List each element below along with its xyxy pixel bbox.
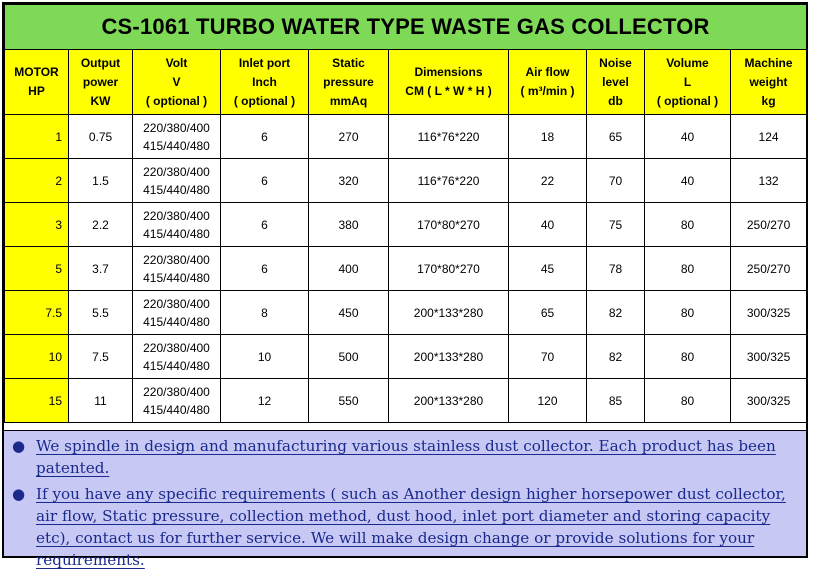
table-title: CS-1061 TURBO WATER TYPE WASTE GAS COLLECTOR (5, 5, 807, 50)
volt-line: 415/440/480 (143, 138, 210, 153)
header-line: KW (90, 93, 111, 108)
column-header-static-pressure (309, 50, 389, 115)
cell-weight: 300/325 (731, 379, 807, 423)
volt-line: 220/380/400 (143, 340, 210, 355)
header-line: Dimensions (414, 65, 483, 79)
cell-airflow: 45 (509, 247, 587, 291)
cell-hp: 7.5 (5, 291, 69, 335)
header-line: ( m³/min ) (520, 84, 575, 98)
header-line: MOTOR (14, 65, 59, 79)
column-header-volume (645, 50, 731, 115)
cell-dims: 116*76*220 (389, 115, 509, 159)
cell-noise: 78 (587, 247, 645, 291)
header-line: Volume (666, 55, 709, 70)
column-header-noise-level (587, 50, 645, 115)
cell-inlet: 6 (221, 247, 309, 291)
header-row (5, 50, 807, 115)
table-row (5, 247, 807, 291)
cell-inlet: 8 (221, 291, 309, 335)
cell-dims: 116*76*220 (389, 159, 509, 203)
header-line: Air flow (525, 65, 570, 79)
cell-inlet: 6 (221, 115, 309, 159)
cell-pressure: 400 (309, 247, 389, 291)
cell-dims: 170*80*270 (389, 203, 509, 247)
cell-weight: 300/325 (731, 291, 807, 335)
table-row (5, 203, 807, 247)
header-line: Machine (744, 55, 793, 70)
header-line: CM ( L * W * H ) (405, 84, 492, 98)
volt-line: 220/380/400 (143, 384, 210, 399)
bullet-icon: ● (12, 485, 26, 503)
volt-line: 415/440/480 (143, 402, 210, 417)
volt-line: 220/380/400 (143, 208, 210, 223)
cell-volt (133, 159, 221, 203)
cell-airflow: 70 (509, 335, 587, 379)
cell-volume: 80 (645, 335, 731, 379)
cell-kw: 0.75 (69, 115, 133, 159)
note-text: If you have any specific requirements ( such as Another design higher horsepower dust collector, air flow, Static pressure, collection method, dust hood, inlet port diameter and storing capacity etc), contact us for further service. We will make design change or provide solutions for your requirements. (36, 485, 786, 569)
header-line: weight (749, 74, 788, 89)
cell-kw: 7.5 (69, 335, 133, 379)
cell-dims: 170*80*270 (389, 247, 509, 291)
cell-noise: 70 (587, 159, 645, 203)
volt-line: 220/380/400 (143, 296, 210, 311)
cell-inlet: 12 (221, 379, 309, 423)
note-item (12, 483, 800, 571)
header-line: ( optional ) (233, 93, 296, 108)
cell-pressure: 450 (309, 291, 389, 335)
cell-airflow: 120 (509, 379, 587, 423)
cell-noise: 82 (587, 291, 645, 335)
volt-line: 415/440/480 (143, 270, 210, 285)
header-line: Output (80, 55, 121, 70)
header-line: Static (332, 55, 365, 70)
cell-inlet: 10 (221, 335, 309, 379)
column-header-machine-weight (731, 50, 807, 115)
cell-dims: 200*133*280 (389, 379, 509, 423)
volt-line: 415/440/480 (143, 182, 210, 197)
volt-line: 220/380/400 (143, 164, 210, 179)
column-header-output-power (69, 50, 133, 115)
header-line: L (683, 74, 692, 89)
cell-volume: 80 (645, 379, 731, 423)
cell-inlet: 6 (221, 203, 309, 247)
cell-airflow: 40 (509, 203, 587, 247)
cell-hp: 2 (5, 159, 69, 203)
cell-volt (133, 379, 221, 423)
table-row (5, 115, 807, 159)
cell-kw: 5.5 (69, 291, 133, 335)
cell-pressure: 270 (309, 115, 389, 159)
note-item (12, 435, 800, 479)
volt-line: 415/440/480 (143, 226, 210, 241)
cell-hp: 1 (5, 115, 69, 159)
cell-dims: 200*133*280 (389, 291, 509, 335)
notes-box (4, 430, 806, 569)
cell-kw: 3.7 (69, 247, 133, 291)
cell-inlet: 6 (221, 159, 309, 203)
cell-volume: 80 (645, 247, 731, 291)
cell-volt (133, 291, 221, 335)
cell-noise: 85 (587, 379, 645, 423)
header-line: mmAq (329, 93, 368, 108)
cell-dims: 200*133*280 (389, 335, 509, 379)
cell-weight: 250/270 (731, 203, 807, 247)
header-line: V (172, 74, 181, 89)
spec-table (4, 4, 807, 423)
cell-weight: 124 (731, 115, 807, 159)
column-header-inlet-port (221, 50, 309, 115)
cell-weight: 132 (731, 159, 807, 203)
cell-weight: 300/325 (731, 335, 807, 379)
table-row (5, 291, 807, 335)
cell-pressure: 500 (309, 335, 389, 379)
spec-sheet (2, 2, 808, 569)
header-line: level (602, 74, 629, 89)
volt-line: 415/440/480 (143, 358, 210, 373)
cell-pressure: 550 (309, 379, 389, 423)
cell-volume: 80 (645, 203, 731, 247)
cell-airflow: 65 (509, 291, 587, 335)
cell-airflow: 18 (509, 115, 587, 159)
header-line: kg (761, 93, 776, 108)
column-header-motor-hp (5, 50, 69, 115)
cell-airflow: 22 (509, 159, 587, 203)
cell-kw: 1.5 (69, 159, 133, 203)
column-header-air-flow (509, 50, 587, 115)
cell-kw: 11 (69, 379, 133, 423)
cell-volume: 80 (645, 291, 731, 335)
cell-noise: 65 (587, 115, 645, 159)
header-line: power (82, 74, 119, 89)
cell-hp: 5 (5, 247, 69, 291)
cell-volume: 40 (645, 159, 731, 203)
cell-weight: 250/270 (731, 247, 807, 291)
header-line: db (608, 93, 623, 108)
cell-pressure: 320 (309, 159, 389, 203)
cell-volt (133, 115, 221, 159)
cell-volt (133, 247, 221, 291)
column-header-dimensions (389, 50, 509, 115)
header-line: Inch (252, 74, 277, 89)
note-text: We spindle in design and manufacturing various stainless dust collector. Each product has been patented. (36, 437, 776, 477)
header-line: ( optional ) (145, 93, 208, 108)
cell-volt (133, 203, 221, 247)
header-line: Inlet port (238, 55, 291, 70)
cell-pressure: 380 (309, 203, 389, 247)
cell-kw: 2.2 (69, 203, 133, 247)
cell-hp: 3 (5, 203, 69, 247)
volt-line: 220/380/400 (143, 120, 210, 135)
header-line: pressure (323, 74, 374, 89)
table-body (5, 115, 807, 423)
cell-noise: 82 (587, 335, 645, 379)
header-line: Noise (599, 55, 632, 70)
table-row (5, 379, 807, 423)
volt-line: 415/440/480 (143, 314, 210, 329)
header-line: Volt (165, 55, 188, 70)
header-line: HP (28, 84, 45, 98)
title-row (5, 5, 807, 50)
header-line: ( optional ) (656, 93, 719, 108)
table-row (5, 335, 807, 379)
bullet-icon: ● (12, 437, 26, 455)
column-header-volt (133, 50, 221, 115)
cell-hp: 10 (5, 335, 69, 379)
table-row (5, 159, 807, 203)
volt-line: 220/380/400 (143, 252, 210, 267)
cell-volt (133, 335, 221, 379)
cell-hp: 15 (5, 379, 69, 423)
cell-volume: 40 (645, 115, 731, 159)
cell-noise: 75 (587, 203, 645, 247)
